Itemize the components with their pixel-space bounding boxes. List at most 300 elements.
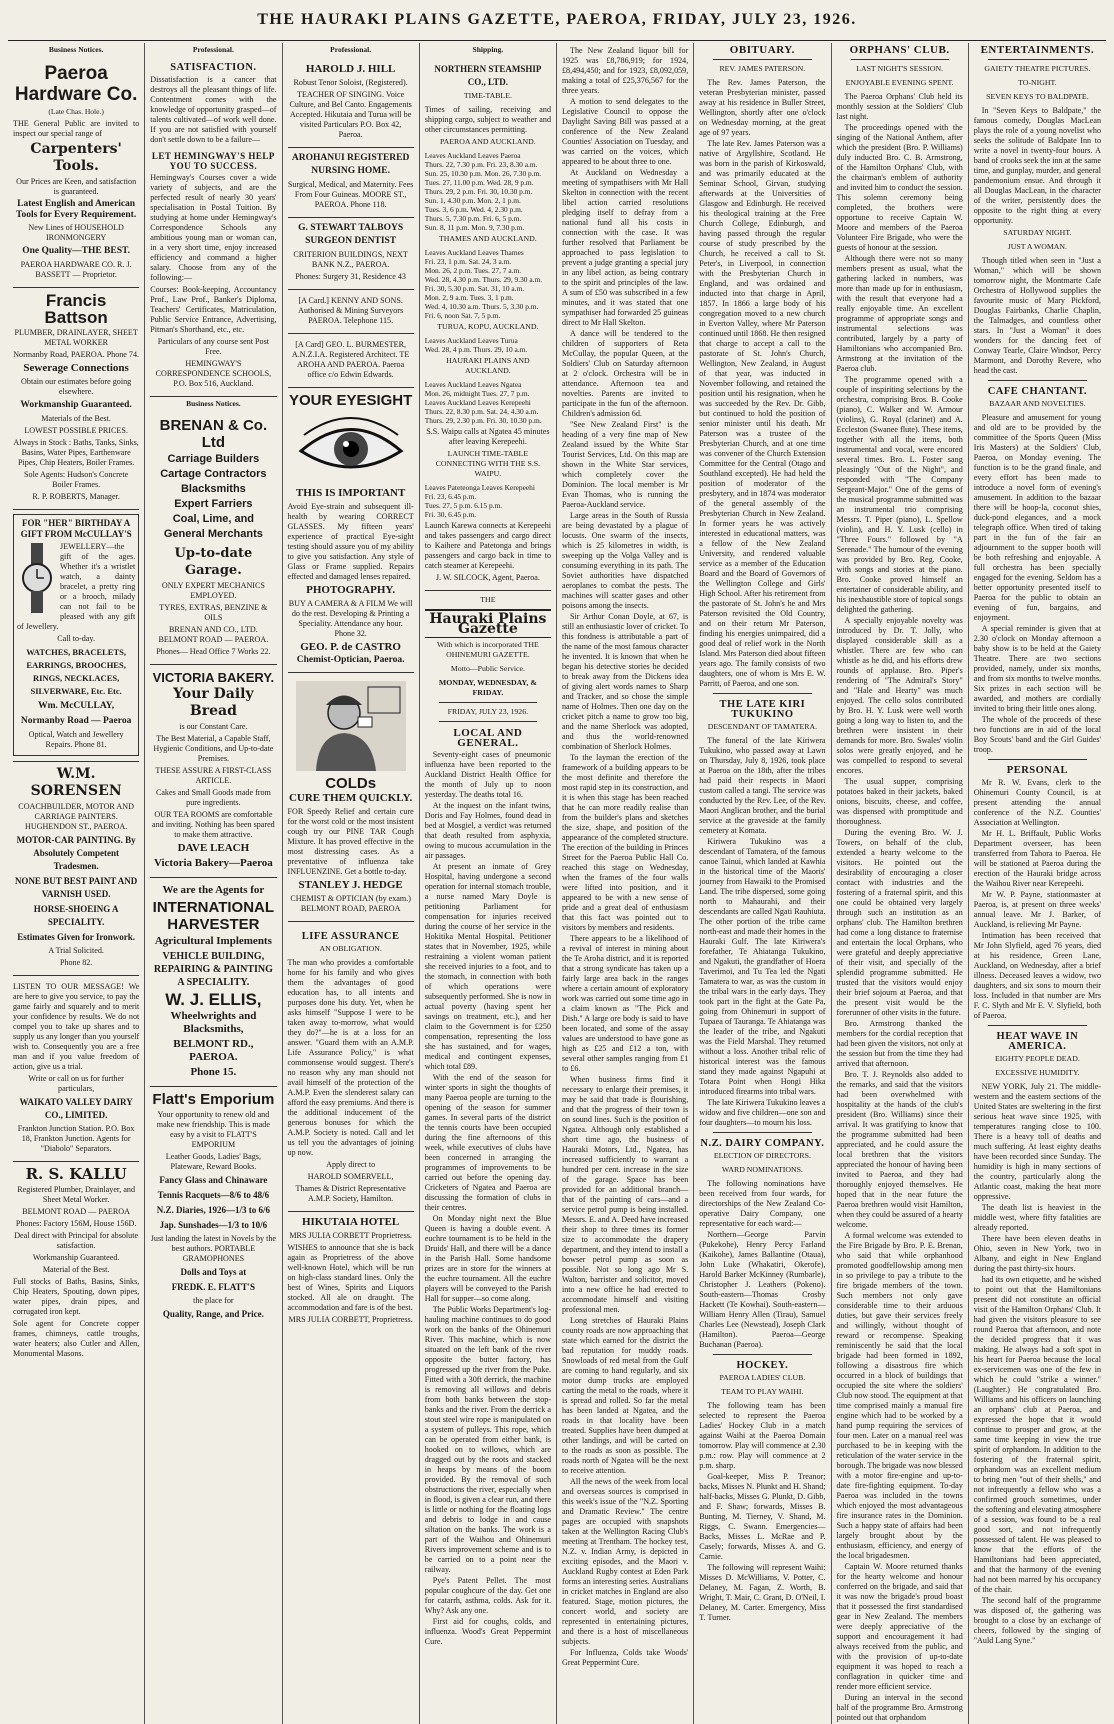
service-line: Carriage Builders (167, 453, 260, 465)
article-paragraph: During an interval in the second half of the programme Bro. Armstrong pointed out that orphandom (836, 1693, 963, 1722)
ad-text: BELMONT ROAD — PAEROA (22, 1207, 130, 1216)
column-2 (145, 43, 282, 1724)
ad-text: Call to-day. (57, 634, 95, 643)
ad-text: Cakes and Small Goods made from pure ingredients. (155, 788, 271, 807)
ad-text: PLUMBER, DRAINLAYER, SHEET METAL WORKER (14, 328, 138, 347)
column-header: Professional. (330, 45, 372, 54)
article-just-a-woman (974, 256, 1101, 376)
timetable-row: Mon. 26, midnight Tues. 27, 7 p.m. (424, 389, 530, 398)
article-paragraph: NEW YORK, July 21. The middle-western and the eastern sections of the United States are sweltering in the first serious heat wave since 1925, with temperatures ranging close to 100. There is a heavy toll of deaths and much suffering. At least eighty deaths have been recorded since Sunday. The humidity is high in many sections of the country, particularly along the Atlantic coast, making the heat more oppressive. (973, 1082, 1101, 1201)
ad-francis-battson (13, 288, 139, 510)
ad-text: Wheelwrights and Blacksmiths, (170, 1010, 257, 1035)
ad-title: COLDs (325, 775, 377, 792)
article-paragraph: At present an inmate of Grey Hospital, having undergone a second operation for internal stomach trouble, a nurse named Mary Doyle is petitioning Parliament for compensation for injuries received during the course of her service in the Hokitika Mental Hospital. Petitioner states that in November, 1925, while restraining a violent woman patient she received injuries to a foot, and to the stomach, in connection with both of which operations were subsequently performed. She is now in actual poverty (having spent her savings on treatment, etc.), and her claim to the Government is for £250 compensation, representing the loss she has sustained, and for wages, medical and contingent expenses, which total £89. (424, 862, 551, 1071)
ad-text: Material of the Best. (42, 1265, 110, 1274)
ad-text: Fancy Glass and Chinaware (159, 1175, 268, 1185)
timetable-row: Tues. 27, 11.00 p.m. Wed. 28, 9 p.m. (424, 178, 534, 187)
section-title-hockey: HOCKEY. (736, 1360, 789, 1371)
article-paragraph: All the news of the week from local and overseas sources is comprised in this week's issue of the "N.Z. Sporting and Dramatic Review." The centre pages are occupied with snapshots taken at the Wellington Racing Club's meeting at Trentham. The hockey test, N.Z. v. Indian Army, is depicted in exciting episodes, and the Maori v. Auckland Rugby contest at Eden Park forms an interesting series. Australians in cricket matches in England are also featured. Stage, motion pictures, the concert world, and society are represented in entertaining pictures, and there is a host of miscellaneous subjects. (562, 1477, 689, 1646)
ad-feature: PHOTOGRAPHY. (306, 584, 396, 596)
ad-waikato-valley-dairy (13, 976, 139, 1162)
column-6 (694, 43, 831, 1724)
article-subtitle: ELECTION OF DIRECTORS. (713, 1151, 811, 1160)
article-subtitle: PAEROA LADIES' CLUB. (719, 1373, 806, 1382)
article-paragraph: A formal welcome was extended to the Fire Brigade by Bro. P. E. Brenan, who said that while orphanhood promoted goodfellowship among men in so privilege to pay a tribute to the fire brigade members of the town. Such members not only gave considerable time to their arduous duties, but gave their services freely and willingly, without thought of reward or recompense. Speaking reminiscently he said that the local brigade had been formed in 1892, following a disastrous fire which occurred in a block of buildings that occupied the site where the soldiers' Club now stood. The equipment at that time comprised mainly a manual fire engine which had to be worked by a hand pump requiring the services of four men. Later on a manual reel was purchased to be in keeping with the reticulation of the water service in the borough. The brigade was now blessed with a motor fire-engine and up-to-date fire-fighting equipment. To-day Paeroa was included in the towns which enjoyed the most advantageous fire insurance rates in the Dominion. Such a happy state of affairs had been largely brought about by the enthusiasm, efficiency, and energy of the local brigadesmen. (836, 1231, 963, 1560)
article-hockey (699, 1401, 825, 1623)
timetable-row: Mon. 2, 9 a.m. Tues. 3, 1 p.m. (424, 293, 514, 302)
article-paragraph: Intimation has been received that Mr John Slyfield, aged 76 years, died at his residence, Green Lane, Auckland, on Wednesday, after a brief illness. Deceased leaves a widow, two daughters, and six sons to mourn their loss. Included in that number are Mrs F. C. Slyth and Mr E. V. Slyfield, both of Paeroa. (973, 931, 1101, 1020)
ad-international-harvester (150, 878, 276, 1087)
ad-footer: Phone 15. (190, 1066, 237, 1078)
section-title-obituary: OBITUARY. (729, 44, 795, 56)
article-paragraph: The usual supper, comprising potatoes baked in their jackets, baked onions, biscuits, cheese, and coffee, was dispensed with promptitude and thoroughness. (836, 777, 963, 826)
ad-title: STANLEY J. HEDGE (298, 879, 403, 891)
ad-kallu (13, 1162, 139, 1366)
brenan-services (150, 452, 276, 541)
route-rows (425, 483, 551, 519)
ad-subtitle: AN OBLIGATION. (319, 944, 382, 953)
ad-victoria-bakery (150, 665, 276, 878)
article-subtitle: ENJOYABLE EVENING SPENT. (845, 78, 954, 87)
timetable-row: Mon. 26, 2 p.m. Tues. 27, 7 a.m. (424, 266, 522, 275)
shipping-title: NORTHERN STEAMSHIP CO., LTD. (434, 64, 542, 87)
ad-text: Surgical, Medical, and Maternity. Fees From Four Guineas. MOORE ST., PAEROA. Phone 118. (287, 180, 414, 209)
eye-illustration (296, 413, 406, 483)
ad-title: VICTORIA BAKERY. (152, 670, 275, 685)
article-subtitle: SATURDAY NIGHT. (1003, 228, 1072, 237)
article-orphans-club (837, 92, 963, 1723)
ad-mccullay (13, 510, 139, 762)
column-4 (420, 43, 557, 1724)
ad-title: SATISFACTION. (170, 62, 257, 73)
article-subtitle: EXCESSIVE HUMIDITY. (995, 1068, 1080, 1077)
shipping-note: Times of sailing, receiving and shipping cargo, subject to weather and other circumstances permitting. (424, 105, 551, 134)
article-paragraph: In "Seven Keys to Baldpate," the famous comedy, Douglas MacLean plays the role of a young novelist who seeks the solitude of Baldpate Inn to write a novel in twenty-four hours. A band of crooks seek the inn at the same time, and gunplay, murder, and general pandemonium ensue. And through it all Douglas MacLean, in the character of the writer, persistently does the opposite to the right thing at every opportunity. (973, 106, 1101, 225)
ad-footer: Optical, Watch and Jewellery Repairs. Phone 81. (28, 730, 124, 749)
article-subtitle: REV. JAMES PATERSON. (719, 64, 806, 73)
ad-kenny-and-sons (288, 290, 414, 334)
ad-title: INTERNATIONAL HARVESTER (152, 899, 275, 933)
ad-text: Dolls and Toys at (180, 1267, 247, 1277)
article-paragraph: Although there were not so many members present as usual, what the gathering lacked in numbers, was more than made up for in enthusiasm, with the result that everyone had a really enjoyable time. An excellent programme of appropriate songs and instrumental selections was contributed, largely by a party of Hamiltonians who accompanied Bro. Armstrong at the invitation of the Paeroa club. (836, 254, 963, 373)
article-local-and-general-continued (562, 46, 688, 1668)
ad-text: Deal direct with Principal for absolute satisfaction. (14, 1231, 139, 1250)
ad-text: Write or call on us for further particulars, (28, 1074, 124, 1093)
section-title-nz-dairy-company: N.Z. DAIRY COMPANY. (700, 1138, 825, 1149)
ad-text: NONE BUT BEST PAINT AND VARNISH USED. (14, 876, 138, 899)
ad-text: FOR Speedy Relief and certain cure for the worst cold or the most insistent cough try our PINE TAR Cough Mixture. It has proved effective in the most distressing cases. As a preventative of influenza take INFLUENZINE. Get a bottle to-day. (287, 807, 414, 876)
ad-footer: R. P. ROBERTS, Manager. (32, 492, 120, 501)
timetable-row: Tues. 27, 5 p.m. 6.15 p.m. (424, 501, 503, 510)
article-personal (974, 778, 1101, 1021)
ad-text: [A Card] GEO. L. BURMESTER, A.N.Z.I.A. Registered Architect. TE AROHA AND PAEROA. Paeroa office c/o Edwin Edwards. (291, 340, 410, 379)
ad-text: ONLY EXPERT MECHANICS EMPLOYED. (161, 581, 265, 600)
route-title: TURUA, KOPU, AUCKLAND. (437, 322, 539, 331)
ad-text: [A Card.] KENNY AND SONS. Authorised & Mining Surveyors PAEROA. Telephone 115. (298, 296, 404, 325)
ad-title: Paeroa Hardware Co. (14, 63, 138, 105)
article-paragraph: Bro. Armstrong thanked the members for the cordial reception that had been given the visitors, not only at the session but from the time they had arrived that afternoon. (836, 1019, 963, 1068)
ad-footer: Frankton Junction Station. P.O. Box 18, Frankton Junction. Agents for "Diabolo" Separators. (17, 1124, 135, 1153)
ad-text: Workmanship Guaranteed. (20, 400, 132, 410)
paper-incorporated: With which is incorporated THE OHINEMURI GAZETTE. (437, 640, 539, 659)
ad-text: CRITERION BUILDINGS, NEXT BANK N.Z., PAEROA. (293, 250, 408, 269)
divider (713, 693, 811, 694)
ad-text: Our Prices are Keen, and satisfaction is guaranteed. (16, 177, 137, 196)
timetable-row: Fri. 6, noon Sat. 7, 5 p.m. (424, 311, 501, 320)
divider (851, 59, 949, 60)
timetable-row: Thurs. 22, 7.30 p.m. Fri. 23, 8.30 a.m. (424, 160, 538, 169)
section-title-heat-wave: HEAT WAVE IN AMERICA. (996, 1031, 1079, 1052)
paper-title: Hauraki Plains Gazette (425, 609, 551, 638)
timetable-row: Leaves Auckland Leaves Thames (424, 248, 524, 257)
ad-hemingways (150, 59, 276, 397)
article-paragraph: A dance will be tendered to the children of supporters of Reta McCullay, the popular Queen, at the Soldiers' Club on Saturday afternoon at 2 o'clock. Orchestra will be in attendance. Afternoon tea and novelties. Parents are invited to participate in the fun of the afternoon. Children's admission 6d. (562, 329, 689, 418)
column-7 (832, 43, 969, 1724)
ad-life-assurance (288, 922, 414, 1212)
article-subtitle: EIGHTY PEOPLE DEAD. (994, 1054, 1080, 1063)
ad-text: COACHBUILDER, MOTOR AND CARRIAGE PAINTERS. HUGHENDON ST., PAEROA. (18, 802, 134, 831)
ad-flatts-emporium (150, 1087, 276, 1328)
article-bazaar (974, 413, 1101, 755)
ad-feature: Carpenters' Tools. (30, 141, 122, 174)
timetable-row: Sun. 8, 11 p.m. Mon. 9, 7.30 p.m. (424, 223, 525, 232)
ad-subtitle: (Late Chas. Hole.) (48, 107, 104, 116)
article-paragraph: A special reminder is given that at 2.30 o'clock on Monday afternoon a baby show is to be held at the Gaiety Theatre. There are two sections provided, namely, under six months, and from six months to twelve months. Six prizes in each section will be awarded, and mothers are cordially invited to bring their little ones along. (973, 624, 1101, 713)
paper-motto: Motto—Public Service. (450, 664, 525, 673)
ad-text: BRENAN AND CO., LTD. BELMONT ROAD — PAEROA. (158, 625, 269, 644)
timetable-row: Leaves Pateteonga Leaves Kerepeehi (424, 483, 535, 492)
ad-title: Flatt's Emporium (152, 1091, 275, 1108)
column-header: Business Notices. (186, 399, 241, 408)
ad-colds (288, 673, 414, 922)
ad-title: R. S. KALLU (25, 1165, 127, 1183)
article-paragraph: The Paeroa Orphans' Club held its monthly session at the Soldiers' Club last night. (836, 92, 963, 121)
article-paragraph: The late Rev. James Paterson was a native of Argyllshire, Scotland. He was born in the parish of Kirkoswald, and was primarily educated at the Seminar School, Girvan, studying afterwards at the Universities of Glasgow and Edinburgh. He received his theological training at the Free Church College, Edinburgh, and having passed through the regular course of study prescribed by the Church, he received a call to St. Peter's, in Liverpool, in connection with the Presbyterian Church in England, and was ordained and inducted into that charge in April, 1857. In 1866 a large body of his congregation moved to a new church in Everton Valley, where Mr Paterson continued until 1868. He then resigned that charge to accept a call to the pastorate of St. John's Church, Wellington, New Zealand, in August of that year, was inducted in November following, and retained the position until his resignation, when he was succeeded by the Rev. Dr. Gibb, but continued to hold the position of senior minister until his death. Mr Paterson was a trustee of the Presbyterian Church, and at one time was convener of the Church Extension Committee for the Central (Otago and Southland excepted). He had held the position of moderator of the presbytery, and in 1874 was moderator of the general assembly of the Presbyterian Church in New Zealand. In former years he was actively interested in educational matters, was a fellow of the New Zealand University, and rendered valuable service as a member of the Education Board and the Board of Governors of the Wellington College and Girls' High School. After his retirement from the pastorate of St. John's he and Mrs Paterson revisited the Old Country, and on their return Mr Paterson, finding his energies unimpaired, did a good deal of relief work in the North Island. Mrs Paterson died about fifteen years ago. The family consists of two daughters, one of whom is Mrs E. W. Parritt, of Paeroa, and one son. (699, 139, 826, 688)
ad-text: Tennis Racquets—8/6 to 48/6 (157, 1190, 270, 1200)
timetable-row: Tues. 3, 6 p.m. Wed. 4, 2.30 p.m. (424, 205, 523, 214)
article-local-and-general (425, 750, 551, 1647)
ad-text: One Quality—THE BEST. (22, 246, 131, 256)
ad-footer: PAEROA HARDWARE CO. R. J. BASSETT — Proprietor. (20, 260, 132, 279)
ad-subtitle: LET HEMINGWAY'S HELP YOU TO SUCCESS. (151, 151, 275, 171)
divider (988, 759, 1087, 760)
ad-text: FREDK. E. FLATT'S (171, 1282, 256, 1292)
ad-text: Normanby Road — Paeroa (20, 716, 132, 726)
section-title-cafe-chantant: CAFE CHANTANT. (987, 386, 1088, 397)
column-1 (8, 43, 145, 1724)
service-line: Cartage Contractors (160, 468, 267, 480)
route-rows (425, 380, 551, 425)
article-paragraph: had its own etiquette, and he wished to point out that the Hamiltonians present did not constitute an official visit of the Hamilton Orphans' Club. It had given the visitors pleasure to see round Paeroa that afternoon, and note the decided progress that it was making. He always had a soft spot in his heart for Paeroa because the local ex-servicemen was one of the few in which he could "strike a winner." (Laughter.) He congratulated Bro. Williams and his officers on launching an orphans' club at Paeroa, and expressed the hope that it would continue to prosper and grow, at the same time keeping in view the true spirit of orphandom. In addition to the fostering of the fraternal spirit, orphandom was an excellent medium to bring men "out of their shells," and not infrequently a fellow who was a confirmed grouch sometimes, under the softening and elevating atmosphere of a session, was found to be a real good sort, and not infrequently possessed of talent. He was pleased to know that the efforts of the Hamiltonians had been appreciated, and that the harmony of the evening had not been marred by his occupancy of the chair. (973, 1275, 1101, 1594)
ad-feature: THIS IS IMPORTANT (295, 487, 406, 499)
ad-subtitle: MRS JULIA CORBETT Proprietress. (289, 1231, 412, 1240)
ad-feature: Up-to-date Garage. (174, 546, 253, 578)
column-header: Business Notices. (48, 45, 104, 54)
ad-text: Courses: Book-keeping, Accountancy Prof., Law Prof., Banker's Diploma, Teachers' Certificates, Matriculation, Public Service Entrance, Advertising, Pitman's Shorthand, etc., etc. (150, 285, 277, 334)
ad-footer: Quality, Range, and Price. (162, 1309, 264, 1319)
ad-title: BRENAN & Co. Ltd (159, 417, 268, 451)
column-8 (969, 43, 1106, 1724)
article-nz-dairy-company (699, 1179, 825, 1350)
ad-text: JEWELLERY—the gift of the ages. Whether it's a wristlet watch, a dainty bracelet, a pretty ring or a brooch, milady can not fail to be pleased with any gift of Jewellery. (17, 542, 136, 631)
article-subtitle: TEAM TO PLAY WAIHI. (721, 1387, 804, 1396)
article-paragraph: There have been eleven deaths in Ohio, seven in New York, two in Albany, and eight in New England during the past thirty-six hours. (973, 1234, 1101, 1273)
article-paragraph: A motion to send delegates to the Legislative Council to oppose the Daylight Saving Bill was passed at a conference of the New Zealand Counties' Association on Tuesday, and was carried on the voices, which appeared to be about three to one. (562, 97, 689, 166)
article-subtitle: SEVEN KEYS TO BALDPATE. (986, 92, 1089, 101)
ad-text: Full stocks of Baths, Basins, Sinks, Chip Heaters, Spouting, down pipes, water pipes, drain pipes, and corrugated iron kept. (13, 1277, 140, 1316)
article-paragraph: Goal-keeper, Miss P. Treanor; backs, Misses N. Plunkt and H. Shand; half-backs, Misses G. Plunkt, D. Gibb, and F. Shaw; forwards, Misses B. Bunting, M. Tierney, V. Shand, M. Riggs, C. Swann. Emergencies—Backs, Misses L. McRae and P. Casely; forwards, Misses A. and G. Carnie. (699, 1472, 826, 1561)
section-title-personal: PERSONAL (1006, 765, 1068, 776)
divider (439, 721, 537, 722)
article-paragraph: The death list is heaviest in the middle west, where fifty fatalities are already reported. (973, 1203, 1101, 1232)
timetable-row: Fri. 30, 5.30 p.m. Sat. 31, 10 a.m. (424, 284, 525, 293)
ad-text: BELMONT RD., PAEROA. (173, 1038, 254, 1063)
article-paragraph: Mr H. L. Briffault, Public Works Department overseer, has been transferred from Tahora to Paeroa. He will be stationed at Paeroa during the erection of the Hauraki bridge across the Waihou River near Kerepeehi. (973, 829, 1101, 888)
ad-title: AROHANUI REGISTERED NURSING HOME. (291, 153, 410, 176)
article-paragraph: Captain W. Moore returned thanks for the hearty welcome and honour conferred on the brigade, and said that it was now the brigade's proud boast that it possessed the first standardised gear in New Zealand. The members were deeply appreciative of the support and encouragement it had always received from the public, and with the provision of up-to-date equipment it was hoped to reach a conflagration in quicker time and render more efficient service. (836, 1562, 963, 1691)
shipping-subtitle: TIME-TABLE. (463, 91, 512, 100)
service-line: Coal, Lime, and (172, 513, 255, 525)
service-line: General Merchants (163, 528, 263, 540)
ad-text: Workmanship Guaranteed. (32, 1253, 120, 1262)
ad-text: WISHES to announce that she is back again as Proprietress of the above well-known Hotel, which will be run on high-class standard lines. Only the best of Wines, Spirits and Liquors stocked. All ale on draught. The accommodation and fare is of the best. (287, 1243, 414, 1312)
timetable-row: Thurs. 29, 2.30 p.m. Fri. 30, 10.30 p.m. (424, 416, 542, 425)
ad-text: Particulars of any course sent Post Free. (157, 337, 269, 356)
ad-title: HIKUTAIA HOTEL (301, 1216, 400, 1228)
article-paragraph: "See New Zealand First" is the heading of a very fine map of New Zealand issued by the White Star Tourist Services, Ltd. On this map are shown in the White Star services, which completely cover the Dominion. The local member is Mr Evan Thomas, who is running the Paeroa-Auckland service. (562, 420, 689, 509)
ad-title: G. STEWART TALBOYS SURGEON DENTIST (298, 223, 404, 246)
column-3 (283, 43, 420, 1724)
timetable-row: Thurs. 5, 7.30 p.m. Fri. 6, 5 p.m. (424, 214, 522, 223)
ad-footer: HEMINGWAY'S CORRESPONDENCE SCHOOLS, P.O. Box 516, Auckland. (155, 359, 272, 388)
ad-title: Francis Battson (44, 291, 108, 327)
ad-footer: Phone 82. (59, 958, 93, 967)
divider (988, 59, 1087, 60)
timetable-row: Sun. 25, 10.30 p.m. Mon. 26, 7.30 p.m. (424, 169, 542, 178)
article-paragraph: The following will represent Waihi: Misses D. McWilliams, V. Potter, C. Delaney, M. Fagan, Z. Worth, B. Wright, T. Mair, C. Grant, D. O'Neil, I. Delaney, M. Carter. Emergency, Miss T. Turner. (699, 1563, 826, 1622)
article-paragraph: First aid for coughs, colds, and influenza. Wood's Great Peppermint Cure. (424, 1617, 551, 1646)
ad-text: HORSE-SHOEING A SPECIALITY. (33, 904, 119, 927)
ad-text: OUR TEA ROOMS are comfortable and inviting. Nothing has been spared to make them attractive. (152, 810, 275, 839)
divider (988, 1025, 1087, 1026)
ad-text: Robust Tenor Soloist, (Registered). (293, 78, 408, 87)
ad-text: Wm. McCULLAY, (38, 701, 115, 711)
ad-feature: Sewerage Connections (23, 362, 129, 374)
timetable-row: Wed. 28, 4.30 p.m. Thurs. 29, 9.30 a.m. (424, 275, 543, 284)
route-title: THAMES AND AUCKLAND. (439, 234, 537, 243)
ad-footer: Chemist-Optician, Paeroa. (296, 655, 405, 665)
divider (713, 1132, 811, 1133)
paper-the: THE (480, 595, 496, 604)
section-title-orphans-club: ORPHANS' CLUB. (849, 44, 950, 56)
article-paragraph: Kiriwera Tukukino was a descendant of Tamatera, of the famous canoe Tainui, which landed at Kawhia in the historical time of the Maoris' journey from Hawaiki to the Promised Land. The tribe dispersed, some going north to Mahaurahi, and their descendants are called Ngati Rauhiuta. The other portion of the tribe came north-east and made their homes in the Hauraki Gulf. The late Kiriwera's forefather, Te Ahiatanga Tukukino, and Ngakuti, the grandfather of Hoera Taverimoi, and Tu Tea led the Ngati Tamatera to war, as was the custom in the tribal wars in the early days. They took part in the fight at the Gate Pa, going from Ohinemuri in support of Tupaea of Tauranga. Te Ahiatanga was the leader of the tribe, and Ngakuti was the Field Marshal. They returned without a loss. Another tribal relic of historical interest was the famous stand they made against Ngapuhi at Totara Point when Hongi Hika introduced firearms into tribal wars. (699, 837, 826, 1096)
ad-text: Apply direct to (326, 1160, 376, 1169)
ad-text: TYRES, EXTRAS, BENZINE & OILS (159, 603, 268, 622)
ad-text: Always in Stock : Baths, Tanks, Sinks, Basins, Water Pipes, Earthenware Pipes, Chip Heaters, Boiler Frames. (13, 438, 139, 467)
article-kiri-tukukino (699, 736, 825, 1128)
ad-text: Materials of the Best. (41, 414, 111, 423)
ad-text: Sole agent for Concrete copper frames, chimneys, cattle troughs, water heaters; also Cutler and Allen, Monumental Masons. (13, 1319, 140, 1358)
divider (713, 1354, 811, 1355)
ad-text: is our Constant Care. (179, 722, 248, 731)
article-paragraph: The late Kiriwera Tukukino leaves a widow and five children—one son and four daughters—to mourn his loss. (699, 1098, 826, 1127)
section-title-entertainments: ENTERTAINMENTS. (980, 44, 1095, 56)
man-sneezing-illustration (296, 681, 406, 771)
ad-text: Hemingway's Courses cover a wide variety of subjects, and are the perfected result of nearly 30 years' specialisation in Postal Tuition. By studying at home under Hemingway's Correspondence Schools any ambitious young man or woman can, in a very short time, enjoy increased efficiency and command a higher salary. Choose from any of the following:— (150, 173, 277, 282)
ad-eyesight (288, 388, 414, 673)
article-paragraph: The programme opened with a couple of inspiriting selections by the orchestra, comprising Bros. B. Cooke (piano), C. Walker and W. Armour (violins), G. Royal (clarinet) and A. Eccleston (Swanee flute). These items, together with all the items, both instrumental and vocal, were encored several times. Bro. L. Foster sang pleasingly "Out of the Night", and responded with "The Company Sergeant-Major." One of the gems of the musical programme submitted was an instrumental trio comprising Messrs. T. Piper (piano), L. Spellow (violin), and H. Y. Lusk (cello) in "Three Fours." followed by "A Serenade." The humour of the evening was provided by Bro. Reg. Cooke, with songs and stories at the piano. Bro. Cooke proved himself an entertainer of considerable ability, and his inexhaustible store of topical songs delighted the gathering. (836, 375, 963, 614)
ad-title: FOR "HER" BIRTHDAY A GIFT FROM McCULLAY'S (20, 518, 132, 539)
ad-footer: MRS JULIA CORBETT, Proprietress. (288, 1315, 413, 1324)
timetable-row: Fri. 23, 6.45 p.m. (424, 492, 477, 501)
shipping-note: S.S. Waipu calls at Ngatea 45 minutes after leaving Kerepeehi. (426, 427, 550, 446)
ad-footer: Thames & District Representative A.M.P. Society, Hamilton. (295, 1184, 406, 1203)
ad-text: THESE ASSURE A FIRST-CLASS ARTICLE. (155, 766, 272, 785)
ad-title: W.M. SORENSEN (30, 766, 122, 799)
timetable-row: Leaves Auckland Leaves Ngatea (424, 380, 522, 389)
article-paragraph: Though titled when seen in "Just a Woman," which will be shown tomorrow night, the Montmarte Cafe Orchestra of Hollywood supplies the favourite music of Mary Pickford, Douglas Fairbanks, Charlie Chaplin, the Talmadges, and countless other stars. In "Just a Woman" it does wonders for the dancing feet of Conway Tearle, Claire Windsor, Percy Marmont, and Dorothy Revere, who head the cast. (973, 256, 1101, 375)
article-paragraph: The proceedings opened with the singing of the National Anthem, after which the president (Bro. P. Williams) duly inducted Bro. C. B. Armstrong, of the Hamilton Orphans' Club, with the chairman's emblem of authority and invited him to conduct the session. This solemn ceremony being completed, the brothers were opportune to receive Captain W. Moore and members of the Paeroa Volunteer Fire Brigade, who were the guests of honour at the session. (836, 123, 963, 252)
timetable-row: Leaves Auckland Leaves Kerepeehi (424, 398, 531, 407)
ad-text: Avoid Eye-strain and subsequent ill-health by wearing CORRECT GLASSES. My fifteen years' experience of practical Eye-sight testing should assure you of my ability to give you satisfaction. Any style of Glass or Frame supplied. Repairs effected and damaged lenses repaired. (287, 502, 414, 581)
route-title: HAURAKI PLAINS AND AUCKLAND. (446, 356, 530, 375)
article-paragraph: For Influenza, Colds take Woods' Great Peppermint Cure. (562, 1648, 689, 1667)
article-obituary (699, 78, 825, 689)
paper-date: FRIDAY, JULY 23, 1926. (447, 707, 529, 716)
ad-text: BUY A CAMERA & A FILM We will do the rest. Developing & Printing a Speciality. Attendance any hour. Phone 32. (288, 599, 413, 638)
ad-feature: CURE THEM QUICKLY. (288, 792, 413, 804)
ad-text: Phones: Factory 156M, House 156D. (15, 1219, 137, 1228)
ad-text: Leather Goods, Ladies' Bags, Plateware, Reward Books. (165, 1152, 261, 1171)
ad-text: LISTEN TO OUR MESSAGE! We are here to give you service, to pay the game fairly and squarely and to merit your confidence by results. We do not compel you to take up shares and to supply us any longer than you yourself wish to. Consequently you are a free man and if you value freedom of action, give us a trial. (13, 982, 140, 1071)
route-rows (425, 336, 551, 354)
ad-feature: Your Daily Bread (173, 686, 254, 719)
ad-burmester (288, 334, 414, 388)
timetable-row: Leaves Auckland Leaves Paeroa (424, 151, 521, 160)
timetable-row: Fri. 23, 1 p.m. Sat. 24, 3 a.m. (424, 257, 512, 266)
ad-title: YOUR EYESIGHT (288, 392, 413, 409)
masthead-rule (8, 40, 1106, 41)
service-line: Blacksmiths (180, 483, 246, 495)
ad-text: Normanby Road, PAEROA. Phone 74. (13, 350, 140, 359)
ad-text: Agricultural Implements (154, 935, 272, 947)
article-seven-keys (974, 106, 1101, 226)
route-rows (425, 248, 551, 320)
ad-footer: Phones— Head Office 7 Works 22. (156, 647, 271, 656)
ad-text: Just landing the latest in Novels by the best authors. PORTABLE GRAMOPHONES (150, 1234, 276, 1263)
column-header: Professional. (192, 45, 234, 54)
ad-text: A Trial Solicited. (48, 946, 104, 955)
article-paragraph: Mr W. P. Payne, stationmaster at Paeroa, is, at present on three weeks' annual leave. Mr J. Barker, of Auckland, is relieving Mr Payne. (973, 890, 1101, 929)
paper-nameplate (425, 595, 551, 722)
ad-text: the place for (193, 1296, 234, 1305)
ad-paeroa-hardware (13, 59, 139, 288)
column-5 (557, 43, 694, 1724)
article-paragraph: At Auckland on Wednesday a meeting of sympathisers with Mr Hall Skelton in connection with the recent libel action carried resolutions pledging itself to defray from a national fund all his costs in connection with the case. It was further resolved that Parliament be approached to pass legislation to prevent a judge granting a special jury in any libel action, as being contrary to the spirit and principles of the law. A sum of £50 was subscribed in a few minutes, and it was stated that one sympathiser had forwarded 25 guineas direct to Mr Hall Skelton. (562, 168, 689, 327)
article-paragraph: The Public Works Department's log-hauling machine continues to do good work on the banks of the Ohinemuri River. This machine, which is now situated on the left bank of the river opposite the butter factory, has progressed up the river from the Puke. Fitted with a 30ft derrick, the machine is removing all willows and debris from both banks between the stop-banks and the river. From the derrick a stout steel wire rope is manipulated on a system of pulleys. This rope, which can be operated from either bank, is hooked on to willows, which are dragged out by the roots and stacked in heaps by means of the boom provided. By the removal of such obstructions the river, especially when in flood, is given a clear run, and there is little or nothing for the floating logs and debris to lodge in and cause siltation on the banks. The work is a part of the Waihou and Ohinemuri Rivers improvement scheme and is to be carried on to a point near the railway. (424, 1305, 551, 1574)
article-subtitle: DESCENDANT OF TAMATERA. (707, 722, 818, 731)
shipping-agent: J. W. SILCOCK, Agent, Paeroa. (435, 573, 540, 582)
divider (713, 59, 811, 60)
ad-text: Latest English and American Tools for Every Requirement. (16, 199, 137, 220)
article-paragraph: Seventy-eight cases of pneumonic influenza have been reported to the Auckland District Health Office for the month of July up to noon yesterday. The deaths total 16. (424, 750, 551, 799)
section-title-local-and-general: LOCAL AND GENERAL. (453, 727, 523, 749)
ad-text: The man who provides a comfortable home for his family and who gives them the advantages of good education has, to all intents and purposes done his duty. Yet, when he asks himself "Suppose I were to be taken away to-morrow, what would they do?"—he is at a loss for an answer. "Guard them with an A.M.P. Life Assurance Policy," is what commonsense would suggest. There's no reason why any man should not avail himself of the protection of the A.M.P. Even the slenderest salary can afford the easy premiums. And there is the additional inducement of the generous bonuses for which the A.M.P. Society is noted. Call and let us tell you the advantages of joining up now. (287, 958, 414, 1157)
route-title: LAUNCH TIME-TABLE CONNECTING WITH THE S.S. WAIPU. (435, 449, 541, 478)
column-header: Shipping. (472, 45, 504, 54)
timetable-row: Thurs. 22, 8.30 p.m. Sat. 24, 4.30 a.m. (424, 407, 539, 416)
ad-text: Registered Plumber, Drainlayer, and Sheet Metal Worker. (17, 1185, 136, 1204)
article-subtitle: JUST A WOMAN. (1007, 242, 1068, 251)
divider (439, 702, 537, 703)
ad-title: LIFE ASSURANCE (301, 931, 400, 942)
ad-text: VEHICLE BUILDING, REPAIRING & PAINTING A SPECIALITY. (153, 951, 273, 988)
article-paragraph: The following nominations have been received from four wards, for directorships of the New Zealand Co-operative Dairy Company, one representative for each ward:— (699, 1179, 826, 1228)
timetable-row: Fri. 30, 6.45 p.m. (424, 510, 477, 519)
article-paragraph: When business firms find it necessary to enlarge their premises, it may be said that trade is flourishing, and that the progress of their town is on sound lines. Such is the position of Ngatea. Although only established a short time ago, the business of Hauraki Motors, Ltd., Ngatea, has increased sufficiently to warrant a hundred per cent. increase in the size of the garage. Space has been provided for an additional branch—that of the painting of cars—and a service petrol pump is being installed. Messrs. E. and A. Deed have increased their shop to three times its former size to accommodate the drapery department, and they intend to install a bowser petrol pump as soon as possible. Not so long ago Mr S. Walton, barrister and solicitor, moved into a new office he had erected to accommodate himself and visiting professional men. (562, 1075, 689, 1314)
timetable-row: Sun. 1, 4.30 p.m. Mon. 2, 1 p.m. (424, 196, 521, 205)
ad-text: LOWEST POSSIBLE PRICES. (24, 426, 128, 435)
wristwatch-illustration (17, 543, 57, 613)
article-paragraph: Mr R. W. Evans, clerk to the Ohinemuri County Council, is at present attending the annual conference of the N.Z. Counties' Association at Wellington. (973, 778, 1101, 827)
ad-text: WATCHES, BRACELETS, EARRINGS, BROOCHES, RINGS, NECKLACES, SILVERWARE, Etc. Etc. (26, 647, 126, 696)
section-title-kiri-tukukino: THE LATE KIRI TUKUKINO (719, 699, 806, 720)
ad-title: HAROLD J. HILL (305, 63, 396, 75)
divider (988, 380, 1087, 381)
article-subtitle: TO-NIGHT. (1018, 78, 1057, 87)
ad-text: Jap. Sunshades—1/3 to 10/6 (159, 1220, 268, 1230)
paper-days: MONDAY, WEDNESDAY, & FRIDAY. (438, 678, 537, 697)
article-paragraph: During the evening Bro. W. J. Towers, on behalf of the club, extended a hearty welcome to the visitors. He pointed out the desirability of encouraging a closer contact with industries and the fostering of a fraternal spirit, and this one could be obtained very largely through such an institution as an orphans' club. The Hamilton brethren had come a long distance to fraternise and entertain the local Orphans, who were grateful and deeply appreciative of their visit, and specially of the splendid programme submitted. He trusted that the visitors would enjoy their brief sojourn at Paeroa, and that the present visit would be the forerunner of other visits in the future. (836, 828, 963, 1017)
article-paragraph: The whole of the proceeds of these two functions are in aid of the local Boy Scouts' band and the Girl Guides' troop. (973, 715, 1101, 754)
article-paragraph: The funeral of the late Kiriwera Tukukino, who passed away at Lawn on Thursday, July 8, 1926, took place at Paeroa on the 18th, after the tribes had paid their respects in Maori custom called a tangi. The service was conducted by the Rev. Lee, of the Rev. Maori Anglican brother, and the burial service at the graveside at the family cemetery at Komata. (699, 736, 826, 835)
ad-talboys (288, 218, 414, 290)
ad-text: MOTOR-CAR PAINTING. By Absolutely Competent Tradesmen. (16, 835, 136, 871)
article-paragraph: The Rev. James Paterson, the veteran Presbyterian minister, passed away at his residence in Buller Street, Wellington, shortly after one o'clock on Wednesday morning, at the great age of 97 years. (699, 78, 826, 137)
ad-title: W. J. ELLIS, (165, 990, 262, 1009)
route-rows (425, 151, 551, 232)
article-subtitle: BAZAAR AND NOVELTIES. (989, 399, 1086, 408)
article-paragraph: Sir Arthur Conan Doyle, at 67, is still an enthusiastic lover of cricket. To this fondness is attributable a part of the name of the most famous character he invented. It is known that when he began his detective stories he decided to break away from the Dickens idea of giving alert words names to Sharp and Tracker, and so chose the simple name of Holmes. Then one day on the cricket pitch a name to grow too big, and the name Sherlock was adopted, and thus the world-renowned combination of Sherlock Holmes. (562, 612, 689, 751)
article-paragraph: On Monday night next the Blue Queen is having a double event. A euchre tournament is to be held in the Druids' Hall, and there will be a dance in the Parish Hall. Some handsome prizes are in store for the winners at the euchre tournament. All the euchre players will be conveyed to the Parish Hall for supper—so come along. (424, 1214, 551, 1303)
timetable-row: Wed. 4, 10.30 a.m. Thurs. 5, 3.30 p.m. (424, 302, 539, 311)
article-paragraph: The New Zealand liquor bill for 1925 was £8,786,919; for 1924, £8,494,450; and for 1923, £8,092,059, making a total of £25,376,567 for the three years. (562, 46, 689, 95)
ad-harold-hill (288, 59, 414, 148)
masthead: THE HAURAKI PLAINS GAZETTE, PAEROA, FRIDAY, JULY 23, 1926. (257, 11, 857, 28)
ad-text: Phones: Surgery 31, Residence 43 (295, 272, 406, 281)
service-line: Expert Farriers (174, 498, 253, 510)
ad-text: N.Z. Diaries, 1926—1/3 to 6/6 (156, 1205, 270, 1215)
ad-sorensen (13, 762, 139, 976)
ad-text: Your opportunity to renew old and make new friendship. This is made easy by a visit to FLATT'S EMPORIUM (156, 1110, 270, 1149)
article-paragraph: The second half of the programme was disposed of, the gathering was brought to a close by an exchange of cheers, followed by the singing of "Auld Lang Syne." (973, 1596, 1101, 1645)
ad-text: We are the Agents for (162, 884, 265, 896)
article-paragraph: Northern—George Parvin (Pukekohe), Henry Percy Farland (Kaikohe), James Ballantine (Otaua), John Luke (Whakatiri, Okerofe), Harold Barker McKinney (Rumbarle), Christopher J. Leathers (Pokeno). South-eastern—Thomas Crosby Hackett (Te Kowhai). South-eastern—William Henry Allen (Tirau), Samuel Charles Lee (Newstead), Joseph Clark (Hamilton). Paeroa—George Buchanan (Paeroa). (699, 1230, 826, 1349)
shipping-note: Launch Karewa connects at Kerepeehi and takes passengers and cargo direct to Kaihere and Patetonga and brings passengers and cargo back in time to catch steamer at Kerepeehi. (424, 521, 551, 570)
ad-text: TEACHER OF SINGING. Voice Culture, and Bel Canto. Engagements Accepted. Hikutaia and Turua will be visited Particulars P.O. Box 42, Paeroa. (289, 90, 412, 139)
ad-title: WAIKATO VALLEY DAIRY CO., LIMITED. (19, 1097, 133, 1120)
article-paragraph: With the end of the season for winter sports in sight the thoughts of many Paeroa people are turning to the opening of the season for summer games. In several parts of the district the tennis courts have been occupied during the fine afternoons of this week, while executives of clubs have been concerned in arranging the programmes of improvements to be carried out before the opening day. Cricketers of Ngatea and Paeroa are discussing the formation of clubs in their centres. (424, 1073, 551, 1212)
article-subtitle: WARD NOMINATIONS. (721, 1165, 803, 1174)
ad-text: Obtain our estimates before going elsewhere. (21, 377, 132, 396)
timetable-row: Thurs. 29, 2 p.m. Fri. 30, 10.30 p.m. (424, 187, 533, 196)
route-title: PAEROA AND AUCKLAND. (440, 137, 536, 146)
ad-footer: CHEMIST & OPTICIAN (by exam.) BELMONT ROAD, PAEROA (290, 894, 411, 913)
timetable-row: Leaves Auckland Leaves Turua (424, 336, 518, 345)
ad-arohanui (288, 148, 414, 218)
article-paragraph: There appears to be a likelihood of a revival of interest in mining about the Te Aroha district, and it is reported that a strong syndicate has taken up a fairly large area back in the ranges where a certain amount of exploratory work was carried out some time ago in a claim known as "The Pick and Dish." A large ore body is said to have been located, and some of the assay values are understood to have gone as high as £25 and £12 a ton, with several other samples ranging from £1 to £6. (562, 934, 689, 1073)
ad-footer: Victoria Bakery—Paeroa (153, 857, 273, 869)
